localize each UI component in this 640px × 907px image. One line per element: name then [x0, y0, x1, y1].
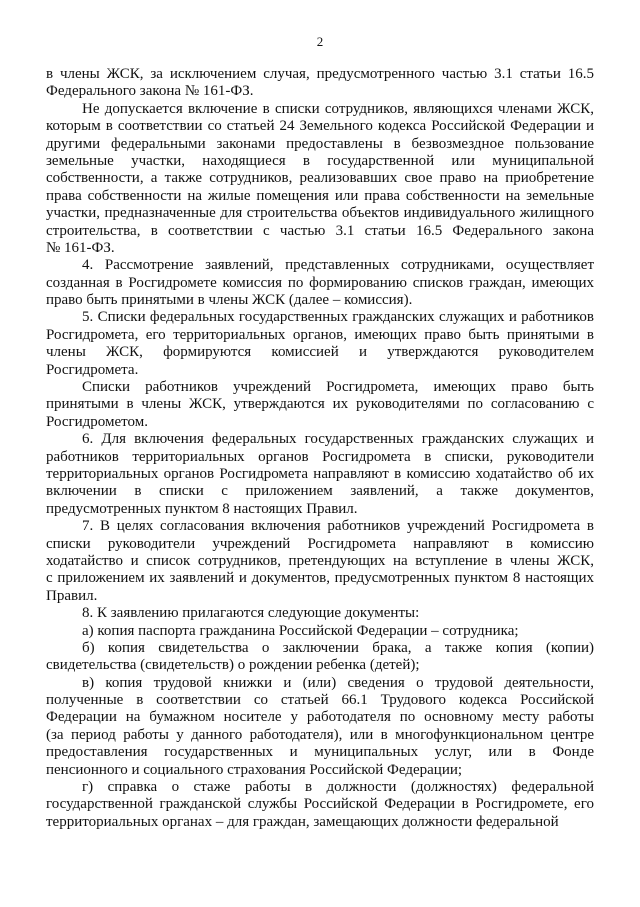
text-line: № 161-ФЗ.: [46, 239, 115, 256]
text-line: Списки работников учреждений Росгидромета, имеющих право быть: [82, 379, 594, 396]
text-line: включении в списки с приложением заявлений, а также документов,: [46, 483, 594, 500]
text-line: г) справка о стаже работы в должности (должностях) федеральной: [82, 779, 594, 796]
text-line: Не допускается включение в списки сотрудников, являющихся членами ЖСК,: [82, 100, 594, 117]
text-line: которым в соответствии со статьей 24 Земельного кодекса Российской Федерации и: [46, 118, 594, 135]
text-line: 4. Рассмотрение заявлений, представленных сотрудниками, осуществляет: [82, 257, 594, 274]
text-line: с приложением их заявлений и документов, предусмотренных пунктом 8 настоящих: [46, 570, 594, 587]
text-line: права собственности на жилые помещения или права собственности на земельные: [46, 187, 594, 204]
text-line: созданная в Росгидромете комиссия по формированию списков граждан, имеющих: [46, 274, 594, 291]
text-line: предусмотренных пунктом 8 настоящих Правил.: [46, 500, 358, 517]
text-line: другими федеральными законами предоставлены в безвозмездное пользование: [46, 135, 594, 152]
text-line: земельные участки, находящиеся в государственной или муниципальной: [46, 152, 594, 169]
text-line: свидетельства (свидетельств) о рождении ребенка (детей);: [46, 657, 420, 674]
text-line: члены ЖСК, формируются комиссией и утверждаются руководителем: [46, 344, 594, 361]
paragraph: [46, 431, 594, 518]
document-body: [46, 66, 594, 831]
paragraph: [46, 605, 594, 622]
text-line: предоставления государственных и муниципальных услуг, или в Фонде: [46, 744, 594, 761]
text-line: Федерации на бумажном носителе у работодателя по основному месту работы: [46, 709, 594, 726]
text-line: Росгидромета.: [46, 361, 139, 378]
text-line: государственной гражданской службы Российской Федерации в Росгидромете, его: [46, 796, 594, 813]
paragraph: [46, 379, 594, 431]
text-line: 6. Для включения федеральных государственных гражданских служащих и: [82, 431, 594, 448]
text-line: Росгидромета, его территориальных органов, имеющих право быть принятыми в: [46, 326, 594, 343]
text-line: 8. К заявлению прилагаются следующие документы:: [82, 605, 420, 622]
text-line: участки, предназначенные для строительства объектов индивидуального жилищного: [46, 205, 594, 222]
text-line: б) копия свидетельства о заключении брака, а также копия (копии): [82, 639, 594, 656]
text-line: (за период работы у данного работодателя), или в многофункциональном центре: [46, 726, 594, 743]
text-line: территориальных органов Росгидромета направляют в комиссию ходатайство об их: [46, 465, 594, 482]
paragraph: [46, 309, 594, 379]
text-line: а) копия паспорта гражданина Российской Федерации – сотрудника;: [82, 622, 519, 639]
paragraph: [46, 101, 594, 258]
text-line: принятыми в члены ЖСК, утверждаются их руководителями по согласованию с: [46, 396, 594, 413]
text-line: полученные в соответствии со статьей 66.1 Трудового кодекса Российской: [46, 692, 594, 709]
paragraph: [46, 675, 594, 779]
text-line: пенсионного и социального страхования Российской Федерации;: [46, 761, 463, 778]
text-line: 5. Списки федеральных государственных гражданских служащих и работников: [82, 309, 594, 326]
paragraph: [46, 640, 594, 675]
text-line: в члены ЖСК, за исключением случая, предусмотренного частью 3.1 статьи 16.5: [46, 66, 594, 82]
text-line: территориальных органах – для граждан, замещающих должности федеральной: [46, 813, 559, 830]
text-line: 7. В целях согласования включения работников учреждений Росгидромета в: [82, 518, 594, 535]
page-number: 2: [316, 34, 324, 49]
text-line: списки руководители учреждений Росгидромета направляют в комиссию: [46, 535, 594, 552]
text-line: Федерального закона № 161-ФЗ.: [46, 83, 254, 100]
text-line: Росгидрометом.: [46, 413, 148, 430]
text-line: право быть принятыми в члены ЖСК (далее – комиссия).: [46, 292, 413, 309]
paragraph: [46, 623, 594, 640]
text-line: собственности, а также сотрудников, реализовавших свое право на приобретение: [46, 170, 594, 187]
text-line: ходатайство и список сотрудников, претендующих на вступление в члены ЖСК,: [46, 552, 594, 569]
paragraph: [46, 257, 594, 309]
text-line: в) копия трудовой книжки и (или) сведения о трудовой деятельности,: [82, 674, 594, 691]
paragraph: [46, 779, 594, 831]
paragraph: [46, 66, 594, 101]
text-line: работников территориальных органов Росгидромета в списки, руководители: [46, 448, 594, 465]
text-line: Правил.: [46, 587, 98, 604]
paragraph: [46, 518, 594, 605]
text-line: строительства, в соответствии с частью 3.1 статьи 16.5 Федерального закона: [46, 222, 594, 239]
